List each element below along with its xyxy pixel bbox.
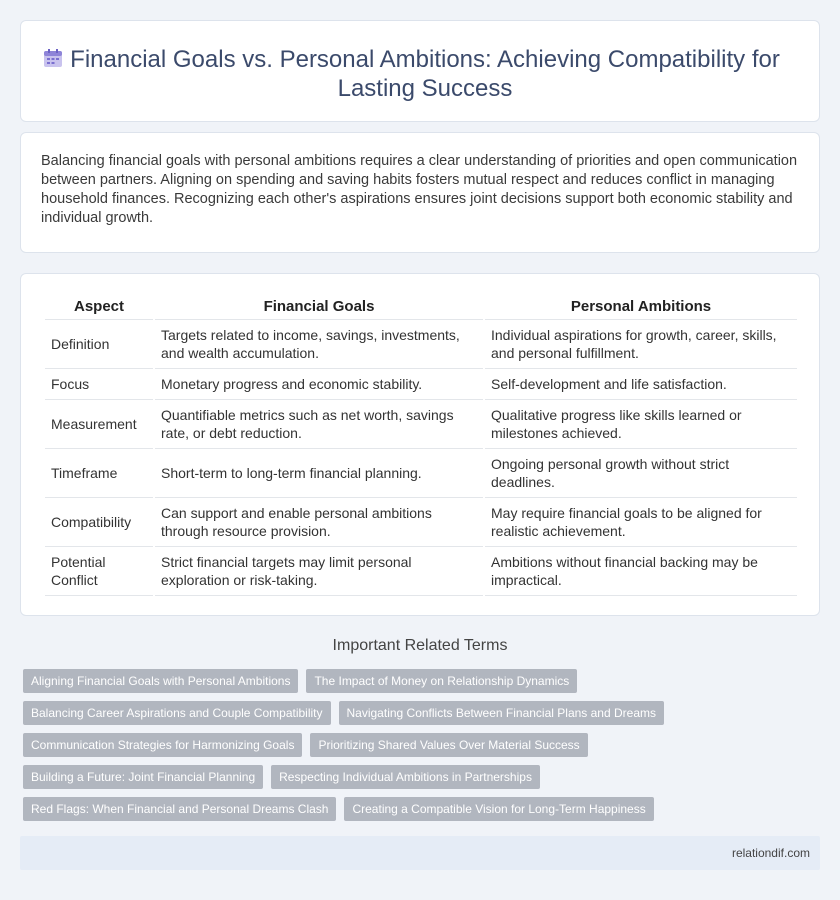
financial-goals-cell: Monetary progress and economic stability. — [155, 369, 483, 400]
page-title: Financial Goals vs. Personal Ambitions: Achieving Compatibility for Lasting Success — [70, 46, 780, 102]
calendar-icon — [43, 48, 63, 68]
related-term-tag[interactable]: Aligning Financial Goals with Personal Ambitions — [23, 669, 298, 693]
intro-card — [20, 132, 820, 253]
related-term-tag[interactable]: Creating a Compatible Vision for Long-Term Happiness — [344, 797, 653, 821]
aspect-cell: Timeframe — [45, 449, 153, 498]
footer-site-link[interactable]: relationdif.com — [731, 846, 810, 860]
financial-goals-cell: Can support and enable personal ambitions through resource provision. — [155, 498, 483, 547]
table-row — [45, 320, 797, 369]
column-header-aspect: Aspect — [45, 292, 153, 320]
related-term-tag[interactable]: Building a Future: Joint Financial Planning — [23, 765, 263, 789]
table-row — [45, 498, 797, 547]
financial-goals-cell: Targets related to income, savings, investments, and wealth accumulation. — [155, 320, 483, 369]
personal-ambitions-cell: Ambitions without financial backing may be impractical. — [485, 547, 797, 596]
table-row — [45, 400, 797, 449]
tag-row — [23, 701, 823, 725]
header-card — [20, 20, 820, 122]
tag-row — [23, 765, 823, 789]
related-term-tag[interactable]: Communication Strategies for Harmonizing Goals — [23, 733, 302, 757]
related-term-tag[interactable]: Prioritizing Shared Values Over Material Success — [310, 733, 587, 757]
column-header-personal-ambitions: Personal Ambitions — [485, 292, 797, 320]
related-terms-tags — [23, 669, 823, 829]
aspect-cell: Potential Conflict — [45, 547, 153, 596]
related-term-tag[interactable]: Navigating Conflicts Between Financial Plans and Dreams — [339, 701, 665, 725]
table-header-row — [45, 292, 797, 320]
table-row — [45, 369, 797, 400]
aspect-cell: Definition — [45, 320, 153, 369]
personal-ambitions-cell: Ongoing personal growth without strict deadlines. — [485, 449, 797, 498]
personal-ambitions-cell: Individual aspirations for growth, career, skills, and personal fulfillment. — [485, 320, 797, 369]
related-term-tag[interactable]: Red Flags: When Financial and Personal Dreams Clash — [23, 797, 336, 821]
aspect-cell: Focus — [45, 369, 153, 400]
table-row — [45, 547, 797, 596]
related-terms-heading: Important Related Terms — [332, 637, 508, 654]
tag-row — [23, 797, 823, 821]
tag-row — [23, 733, 823, 757]
related-term-tag[interactable]: The Impact of Money on Relationship Dynamics — [306, 669, 577, 693]
intro-paragraph: Balancing financial goals with personal ambitions requires a clear understanding of priorities and open communication between partners. Aligning on spending and saving habits fosters mutual respect and reduces conflict in managing household finances. Recognizing each other's aspirations ensures joint decisions support both economic stability and individual growth. — [41, 153, 798, 226]
related-term-tag[interactable]: Respecting Individual Ambitions in Partnerships — [271, 765, 540, 789]
comparison-table — [43, 292, 799, 596]
personal-ambitions-cell: Qualitative progress like skills learned or milestones achieved. — [485, 400, 797, 449]
financial-goals-cell: Quantifiable metrics such as net worth, savings rate, or debt reduction. — [155, 400, 483, 449]
footer — [20, 836, 820, 870]
personal-ambitions-cell: Self-development and life satisfaction. — [485, 369, 797, 400]
financial-goals-cell: Short-term to long-term financial planning. — [155, 449, 483, 498]
aspect-cell: Compatibility — [45, 498, 153, 547]
comparison-table-card — [20, 273, 820, 616]
table-row — [45, 449, 797, 498]
personal-ambitions-cell: May require financial goals to be aligned for realistic achievement. — [485, 498, 797, 547]
financial-goals-cell: Strict financial targets may limit personal exploration or risk-taking. — [155, 547, 483, 596]
aspect-cell: Measurement — [45, 400, 153, 449]
tag-row — [23, 669, 823, 693]
column-header-financial-goals: Financial Goals — [155, 292, 483, 320]
related-term-tag[interactable]: Balancing Career Aspirations and Couple Compatibility — [23, 701, 331, 725]
